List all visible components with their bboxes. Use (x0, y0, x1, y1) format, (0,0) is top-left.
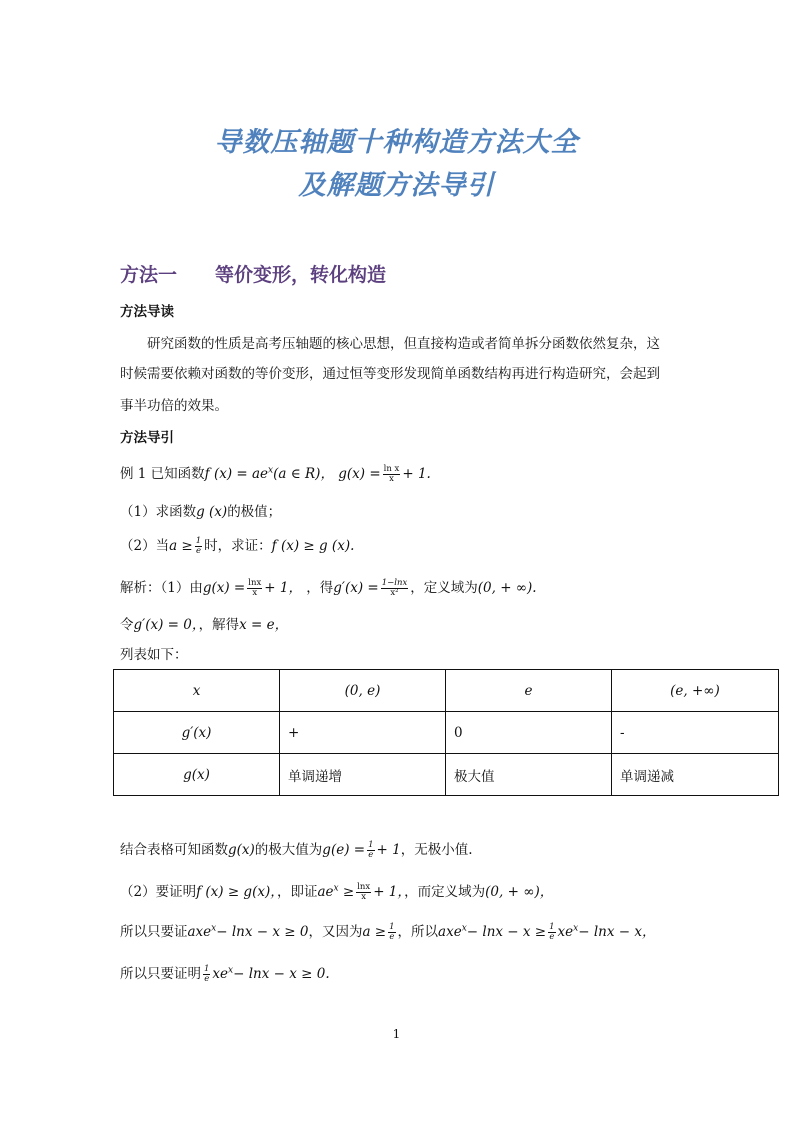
guide-paragraph-line3: 事半功倍的效果。 (120, 398, 228, 414)
question-2-line: （2）当a ≥ $\frac{1}{e}$ 时，求证：f (x) ≥ g (x). (120, 536, 355, 556)
table-row (114, 670, 779, 712)
proof-line-3: 所以只要证axe$^x$− lnx − x ≥ 0，又因为a ≥ $\frac{1}{e}$ ，所以axe$^x$− lnx − x ≥ $\frac{1}{e}$ $xe^x- \ln x - x$， (120, 922, 656, 942)
solution-line-1: 解析：（1）由g(x) = $\frac{\ln x}{x}$ + 1， ，得g′(x) = $\frac{1-\ln x}{\text{x²}}$ ，定义域为(0, + ∞). (120, 578, 537, 598)
table-row (114, 754, 779, 796)
section-heading-guide-lead: 方法导引 (120, 430, 174, 446)
table-row-label: g′(x) (114, 712, 280, 754)
solution-line-2: 令g′(x) = 0，，解得x = e， (120, 617, 289, 633)
page-number: 1 (392, 1027, 401, 1041)
conclusion-line: 结合表格可知函数g(x)的极大值为g(e) = $\frac{1}{e}$ + 1，无极小值. (120, 840, 473, 860)
table-row (114, 712, 779, 754)
example-1-line: 例 1 已知函数f $(x) = ae^x(a$ ∈ R)， g(x) = $\frac{\text{ln x}}{x}$ + 1. (120, 464, 431, 484)
monotonicity-table (113, 669, 779, 796)
table-header-cell: e (446, 670, 612, 712)
table-header-cell: x (114, 670, 280, 712)
table-cell: 单调递增 (280, 754, 446, 796)
table-header-cell: (e, +∞) (612, 670, 779, 712)
document-title-line1: 导数压轴题十种构造方法大全 (214, 127, 579, 158)
guide-paragraph-line1: 研究函数的性质是高考压轴题的核心思想，但直接构造或者简单拆分函数依然复杂，这 (147, 336, 660, 352)
table-cell: 0 (446, 712, 612, 754)
section-heading-guide-read: 方法导读 (120, 304, 174, 320)
table-cell: + (280, 712, 446, 754)
guide-paragraph-line2: 时候需要依赖对函数的等价变形，通过恒等变形发现简单函数结构再进行构造研究，会起到 (120, 366, 660, 382)
table-cell: 极大值 (446, 754, 612, 796)
method-heading: 方法一 等价变形，转化构造 (120, 264, 387, 286)
table-header-cell: (0, e) (280, 670, 446, 712)
document-title-line2: 及解题方法导引 (298, 170, 495, 201)
table-cell: 单调递减 (612, 754, 779, 796)
table-row-label: g(x) (114, 754, 280, 796)
table-cell: - (612, 712, 779, 754)
table-intro: 列表如下： (120, 647, 188, 663)
proof-line-4: 所以只要证明 $\frac{1}{e}$ $xe^x- \ln x - x \ge 0$. (120, 964, 330, 984)
part-2-line: （2）要证明f (x) ≥ g(x)，，即证$ae^x$ ≥ $\frac{\ln x}{x}$ + 1，，而定义域为(0, + ∞)， (120, 882, 554, 902)
question-1-line: （1）求函数g (x)的极值； (120, 504, 282, 520)
